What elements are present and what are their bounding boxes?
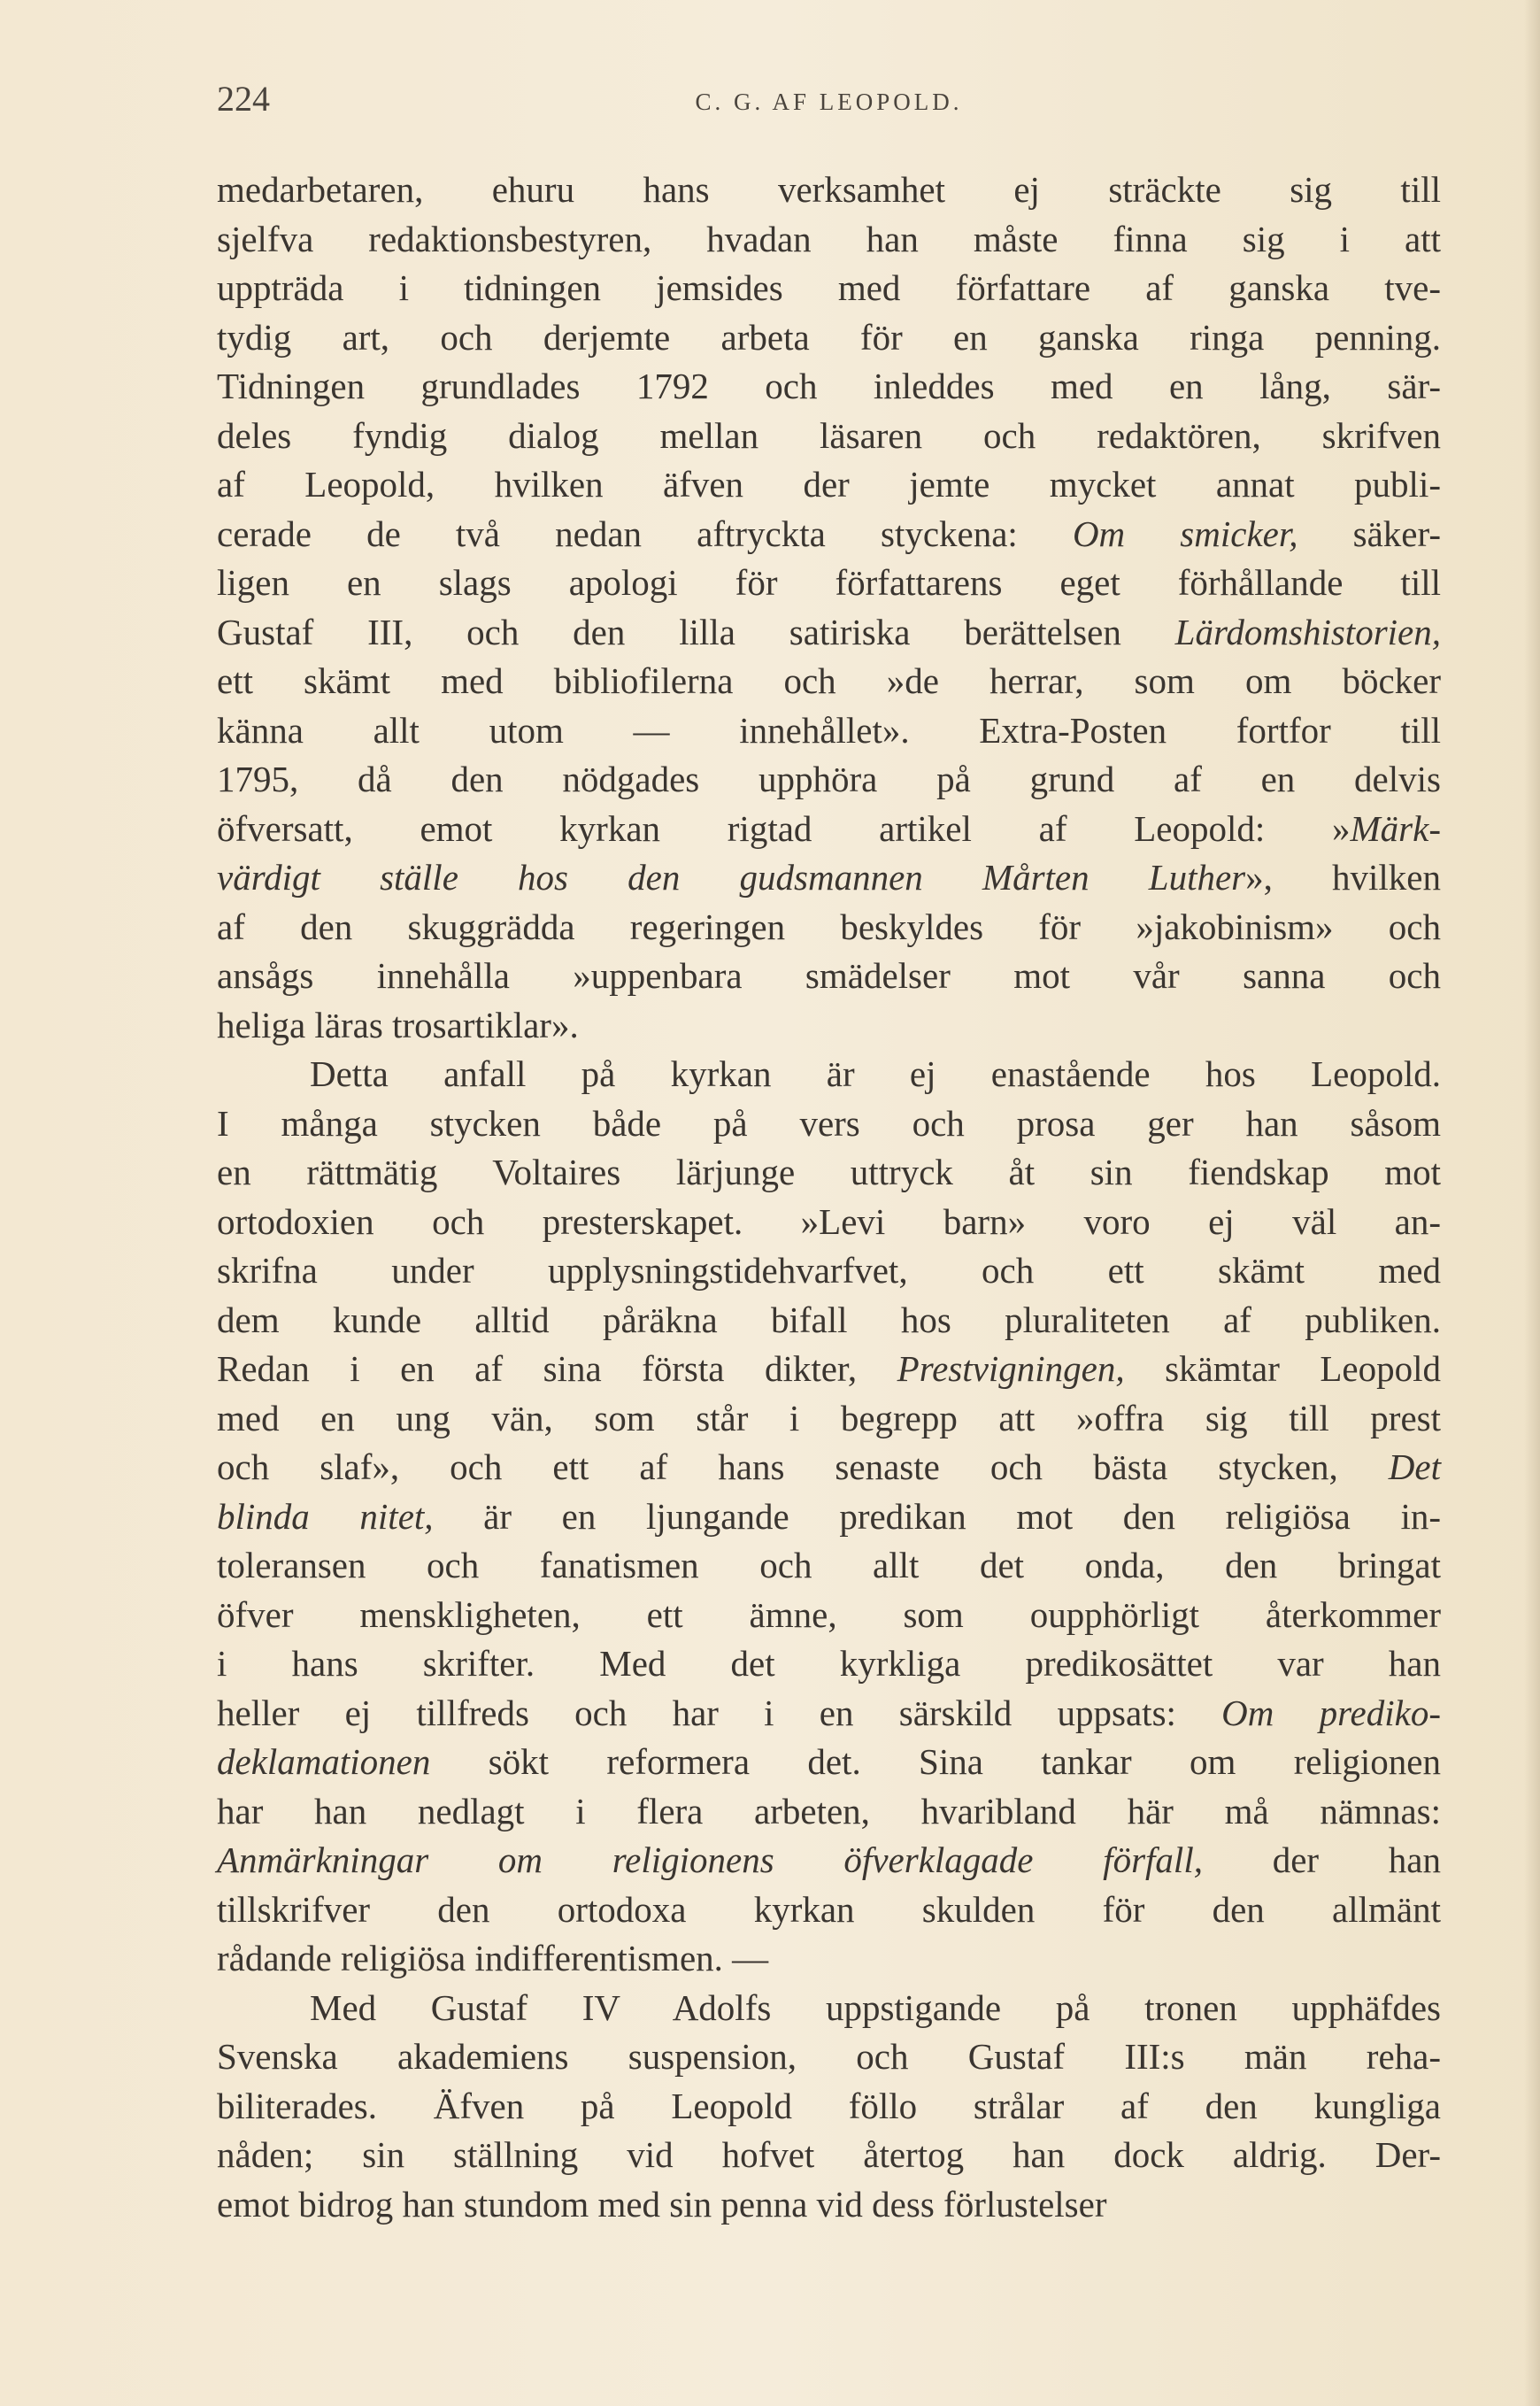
- italic-title: deklamationen: [217, 1741, 431, 1782]
- text-run: toleransen och fanatismen och allt det onda, den bringat: [217, 1545, 1441, 1585]
- text-line: [217, 1099, 1441, 1149]
- text-run: heliga läras trosartiklar».: [217, 1004, 579, 1045]
- text-run: öfver menskligheten, ett ämne, som oupphörligt återkommer: [217, 1593, 1441, 1635]
- text-run: säker-: [1297, 513, 1441, 554]
- text-line: [217, 1050, 1441, 1099]
- page-edge-shadow: [1524, 0, 1540, 2406]
- text-line: [217, 412, 1441, 461]
- text-run: tydig art, och derjemte arbeta för en ganska ringa penning.: [217, 316, 1441, 358]
- text-run: ansågs innehålla »uppenbara smädelser mot vår sanna och: [217, 955, 1441, 996]
- text-line: [217, 1591, 1441, 1640]
- text-run: uppträda i tidningen jemsides med författare af ganska tve-: [217, 267, 1441, 308]
- text-run: skrifna under upplysningstidehvarfvet, och ett skämt med: [217, 1250, 1441, 1291]
- text-line: [217, 1394, 1441, 1444]
- text-line: [217, 215, 1441, 265]
- text-run: deles fyndig dialog mellan läsaren och redaktören, skrifven: [217, 414, 1441, 456]
- text-line: [217, 1296, 1441, 1346]
- italic-title: Anmärkningar om religionens öfverklagade förfall,: [217, 1839, 1203, 1880]
- text-line: [217, 952, 1441, 1001]
- text-run: Detta anfall på kyrkan är ej enastående hos Leopold.: [310, 1053, 1441, 1094]
- page-number: 224: [217, 79, 270, 119]
- text-run: Med Gustaf IV Adolfs uppstigande på tronen upphäfdes: [310, 1986, 1441, 2028]
- text-run: af Leopold, hvilken äfven der jemte mycket annat publi-: [217, 464, 1441, 505]
- text-line: [217, 755, 1441, 805]
- text-line: [217, 1001, 1441, 1051]
- text-run: har han nedlagt i flera arbeten, hvaribland här må nämnas:: [217, 1790, 1441, 1831]
- italic-title: värdigt ställe hos den gudsmannen Mårten Luther: [217, 857, 1246, 898]
- text-run: sjelfva redaktionsbestyren, hvadan han måste finna sig i att: [217, 218, 1441, 259]
- page-header: [217, 78, 1441, 131]
- text-run: tillskrifver den ortodoxa kyrkan skulden för den allmänt: [217, 1888, 1441, 1930]
- text-run: biliterades. Äfven på Leopold föllo strålar af den kungliga: [217, 2085, 1441, 2126]
- text-line: [217, 1198, 1441, 1247]
- text-line: [217, 510, 1441, 559]
- text-run: medarbetaren, ehuru hans verksamhet ej sträckte sig till: [217, 169, 1441, 210]
- italic-title: Om prediko-: [1221, 1692, 1441, 1733]
- text-run: Svenska akademiens suspension, och Gustaf III:s män reha-: [217, 2036, 1441, 2077]
- text-line: [217, 2180, 1441, 2230]
- text-run: cerade de två nedan aftryckta styckena:: [217, 513, 1073, 554]
- text-run: sökt reformera det. Sina tankar om religionen: [430, 1741, 1441, 1782]
- text-run: ortodoxien och presterskapet. »Levi barn» voro ej väl an-: [217, 1200, 1441, 1242]
- text-line: [217, 706, 1441, 756]
- text-run: heller ej tillfreds och har i en särskild uppsats:: [217, 1692, 1222, 1733]
- text-run: i hans skrifter. Med det kyrkliga predikosättet var han: [217, 1643, 1441, 1684]
- text-run: är en ljungande predikan mot den religiösa in-: [433, 1495, 1441, 1537]
- text-line: [217, 2082, 1441, 2132]
- italic-title: Märk-: [1350, 807, 1441, 849]
- text-line: [217, 1885, 1441, 1935]
- text-line: [217, 805, 1441, 854]
- text-run: af den skuggrädda regeringen beskyldes för »jakobinism» och: [217, 906, 1441, 947]
- text-run: der han: [1202, 1839, 1441, 1880]
- text-line: [217, 264, 1441, 313]
- text-line: [217, 313, 1441, 363]
- text-run: », hvilken: [1245, 857, 1442, 898]
- text-line: [217, 903, 1441, 952]
- italic-title: Det: [1388, 1446, 1441, 1487]
- text-line: [217, 608, 1441, 658]
- text-line: [217, 559, 1441, 608]
- text-line: [217, 1492, 1441, 1542]
- text-run: känna allt utom — innehållet». Extra-Posten fortfor till: [217, 709, 1441, 751]
- body-text: [217, 166, 1441, 2229]
- text-line: [217, 1934, 1441, 1984]
- text-line: [217, 2131, 1441, 2180]
- text-run: öfversatt, emot kyrkan rigtad artikel af Leopold: »: [217, 807, 1351, 849]
- text-run: ett skämt med bibliofilerna och »de herrar, som om böcker: [217, 660, 1441, 701]
- text-run: ligen en slags apologi för författarens eget förhållande till: [217, 562, 1441, 603]
- text-line: [217, 853, 1441, 903]
- text-line: [217, 1639, 1441, 1689]
- text-run: dem kunde alltid påräkna bifall hos pluraliteten af publiken.: [217, 1299, 1441, 1340]
- text-line: [217, 460, 1441, 510]
- text-line: [217, 657, 1441, 706]
- text-line: [217, 1246, 1441, 1296]
- text-line: [217, 1787, 1441, 1837]
- text-run: nåden; sin ställning vid hofvet återtog han dock aldrig. Der-: [217, 2134, 1441, 2175]
- text-run: skämtar Leopold: [1124, 1348, 1441, 1389]
- italic-title: blinda nitet,: [217, 1495, 434, 1537]
- italic-title: Prestvigningen,: [897, 1348, 1125, 1389]
- text-line: [217, 1738, 1441, 1787]
- italic-title: Om smicker,: [1072, 513, 1298, 554]
- text-line: [217, 1984, 1441, 2033]
- text-line: [217, 1689, 1441, 1739]
- text-line: [217, 1148, 1441, 1198]
- text-line: [217, 2032, 1441, 2082]
- running-title: C. G. AF LEOPOLD.: [695, 89, 963, 115]
- text-line: [217, 362, 1441, 412]
- text-run: I många stycken både på vers och prosa ger han såsom: [217, 1102, 1441, 1144]
- text-run: med en ung vän, som står i begrepp att »offra sig till prest: [217, 1397, 1441, 1438]
- text-run: rådande religiösa indifferentismen. —: [217, 1938, 769, 1978]
- text-run: en rättmätig Voltaires lärjunge uttryck åt sin fiendskap mot: [217, 1152, 1441, 1192]
- text-run: Redan i en af sina första dikter,: [217, 1348, 897, 1389]
- text-line: [217, 1345, 1441, 1394]
- text-run: och slaf», och ett af hans senaste och bästa stycken,: [217, 1446, 1389, 1487]
- italic-title: Lärdomshistorien,: [1174, 611, 1441, 652]
- text-run: Tidningen grundlades 1792 och inleddes med en lång, sär-: [217, 366, 1441, 406]
- text-line: [217, 1836, 1441, 1885]
- text-run: emot bidrog han stundom med sin penna vid dess förlustelser: [217, 2183, 1107, 2225]
- text-line: [217, 1443, 1441, 1492]
- text-line: [217, 1541, 1441, 1591]
- text-run: 1795, då den nödgades upphöra på grund af en delvis: [217, 759, 1441, 799]
- text-line: [217, 166, 1441, 215]
- text-run: Gustaf III, och den lilla satiriska berättelsen: [217, 611, 1175, 652]
